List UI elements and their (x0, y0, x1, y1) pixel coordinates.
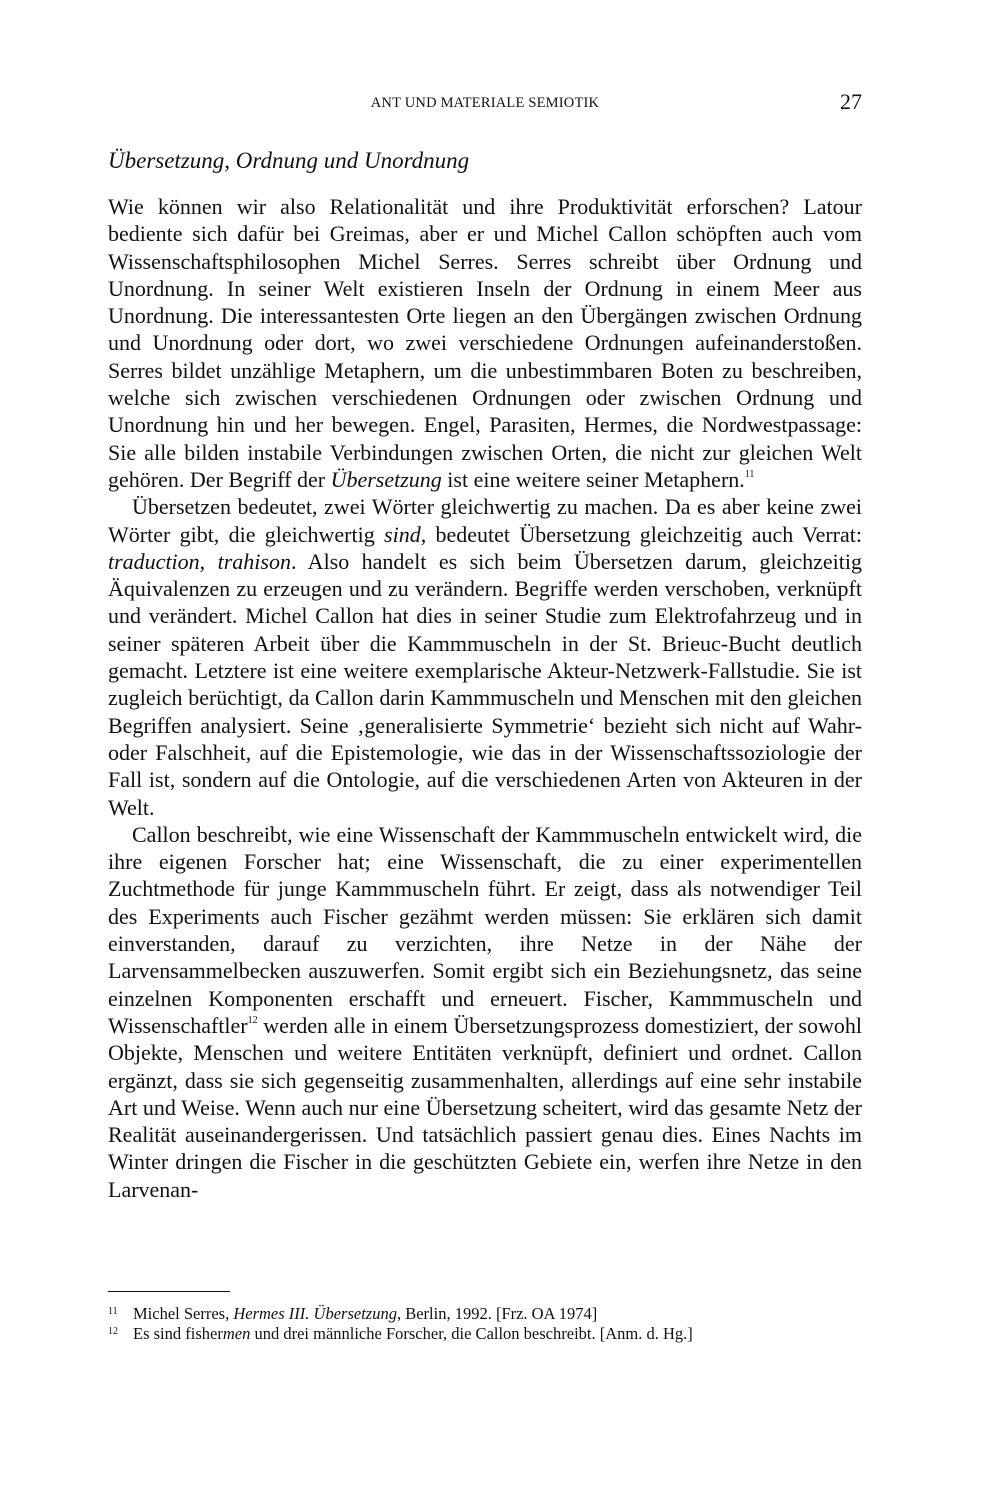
page-number: 27 (840, 89, 862, 114)
footnote-italic: Hermes III. Übersetzung (233, 1304, 397, 1323)
paragraph-1-text-b: ist eine weitere seiner Metaphern. (441, 466, 745, 492)
footnote-text-b: und drei männliche Forscher, die Callon beschreibt. [Anm. d. Hg.] (250, 1324, 693, 1343)
paragraph-1-italic: Übersetzung (330, 466, 442, 492)
footnotes (108, 1304, 862, 1344)
paragraph-2 (108, 493, 862, 821)
section-heading: Übersetzung, Ordnung und Unordnung (108, 148, 470, 173)
paragraph-2-italic-2: traduction (108, 548, 200, 574)
footnote-reference-11: 11 (744, 468, 755, 480)
paragraph-2-text-c: , (199, 548, 218, 574)
paragraph-2-text-a: Übersetzen bedeutet, zwei Wörter gleichwertig zu machen. Da es aber keine zwei Wörter gibt, die gleichwertig (108, 494, 862, 547)
paragraph-2-italic-3: trahison (217, 548, 291, 574)
footnote-text-a: Es sind fisher (133, 1324, 223, 1343)
paragraph-1-text-a: Wie können wir also Relationalität und ihre Produktivität erforschen? Latour bediente sich dafür bei Greimas, aber er und Michel Callon schöpften auch vom Wissenschaftsphilosophen Michel Serres. Serres schreibt über Ordnung und Unordnung. In seiner Welt existieren Inseln der Ordnung in einem Meer aus Unordnung. Die interessantesten Orte liegen an den Übergängen zwischen Ordnung und Unordnung oder dort, wo zwei verschiedene Ordnungen aufeinanderstoßen. Serres bildet unzählige Metaphern, um die unbestimmbaren Boten zu beschreiben, welche sich zwischen verschiedenen Ordnungen oder zwischen Ordnung und Unordnung hin und her bewegen. Engel, Parasiten, Hermes, die Nordwestpassage: Sie alle bilden instabile Verbindungen zwischen Orten, die nicht zur gleichen Welt gehören. Der Begriff der (108, 194, 862, 492)
running-title: ANT UND MATERIALE SEMIOTIK (370, 95, 600, 111)
footnote-text-a: Michel Serres, (133, 1304, 234, 1323)
footnote-reference-12: 12 (247, 1014, 258, 1026)
footnote-text-b: , Berlin, 1992. [Frz. OA 1974] (396, 1304, 598, 1323)
paragraph-1 (108, 193, 862, 493)
paragraph-3-text-a: Callon beschreibt, wie eine Wissenschaft der Kammmuscheln entwickelt wird, die ihre eigenen Forscher hat; eine Wissenschaft, die zu einer experimentellen Zuchtmethode für junge Kammmuscheln führt. Er zeigt, dass als notwendiger Teil des Experiments auch Fischer gezähmt werden müssen: Sie erklären sich damit einverstanden, darauf zu verzichten, ihre Netze in der Nähe der Larvensammelbecken auszuwerfen. Somit ergibt sich ein Beziehungsnetz, das seine einzelnen Komponenten erschafft und erneuert. Fischer, Kammmuscheln und Wissenschaftler (108, 821, 862, 1038)
footnote-divider (108, 1291, 230, 1292)
body-text (108, 193, 862, 1203)
footnote-number: 11 (108, 1306, 118, 1317)
paragraph-3-text-b: werden alle in einem Übersetzungsprozess domestiziert, der sowohl Objekte, Menschen und weitere Entitäten verknüpft, definiert und ordnet. Callon ergänzt, dass sie sich gegenseitig zusammenhalten, allerdings auf eine sehr instabile Art und Weise. Wenn auch nur eine Übersetzung scheitert, wird das gesamte Netz der Realität auseinandergerissen. Und tatsächlich passiert genau dies. Eines Nachts im Winter dringen die Fischer in die geschützten Gebiete ein, werfen ihre Netze in den Larvenan- (108, 1012, 862, 1202)
footnote-number: 12 (108, 1326, 118, 1337)
paragraph-2-italic-1: sind (384, 521, 421, 547)
paragraph-3 (108, 821, 862, 1203)
footnote-12 (108, 1324, 862, 1344)
paragraph-2-text-b: , bedeutet Übersetzung gleichzeitig auch Verrat: (420, 521, 862, 547)
running-header (108, 89, 862, 119)
paragraph-2-text-d: . Also handelt es sich beim Übersetzen darum, gleichzeitig Äquivalenzen zu erzeugen und zu verändern. Begriffe werden verschoben, verknüpft und verändert. Michel Callon hat dies in seiner Studie zum Elektrofahrzeug und in seiner späteren Arbeit über die Kammmuscheln in der St. Brieuc-Bucht deutlich gemacht. Letztere ist eine weitere exemplarische Akteur-Netzwerk-Fallstudie. Sie ist zugleich berüchtigt, da Callon darin Kammmuscheln und Menschen mit den gleichen Begriffen analysiert. Seine ‚generalisierte Symmetrie‘ bezieht sich nicht auf Wahr- oder Falschheit, auf die Epistemologie, wie das in der Wissenschaftssoziologie der Fall ist, sondern auf die Ontologie, auf die verschiedenen Arten von Akteuren in der Welt. (108, 548, 863, 820)
footnote-italic: men (222, 1324, 251, 1343)
footnote-11 (108, 1304, 862, 1324)
